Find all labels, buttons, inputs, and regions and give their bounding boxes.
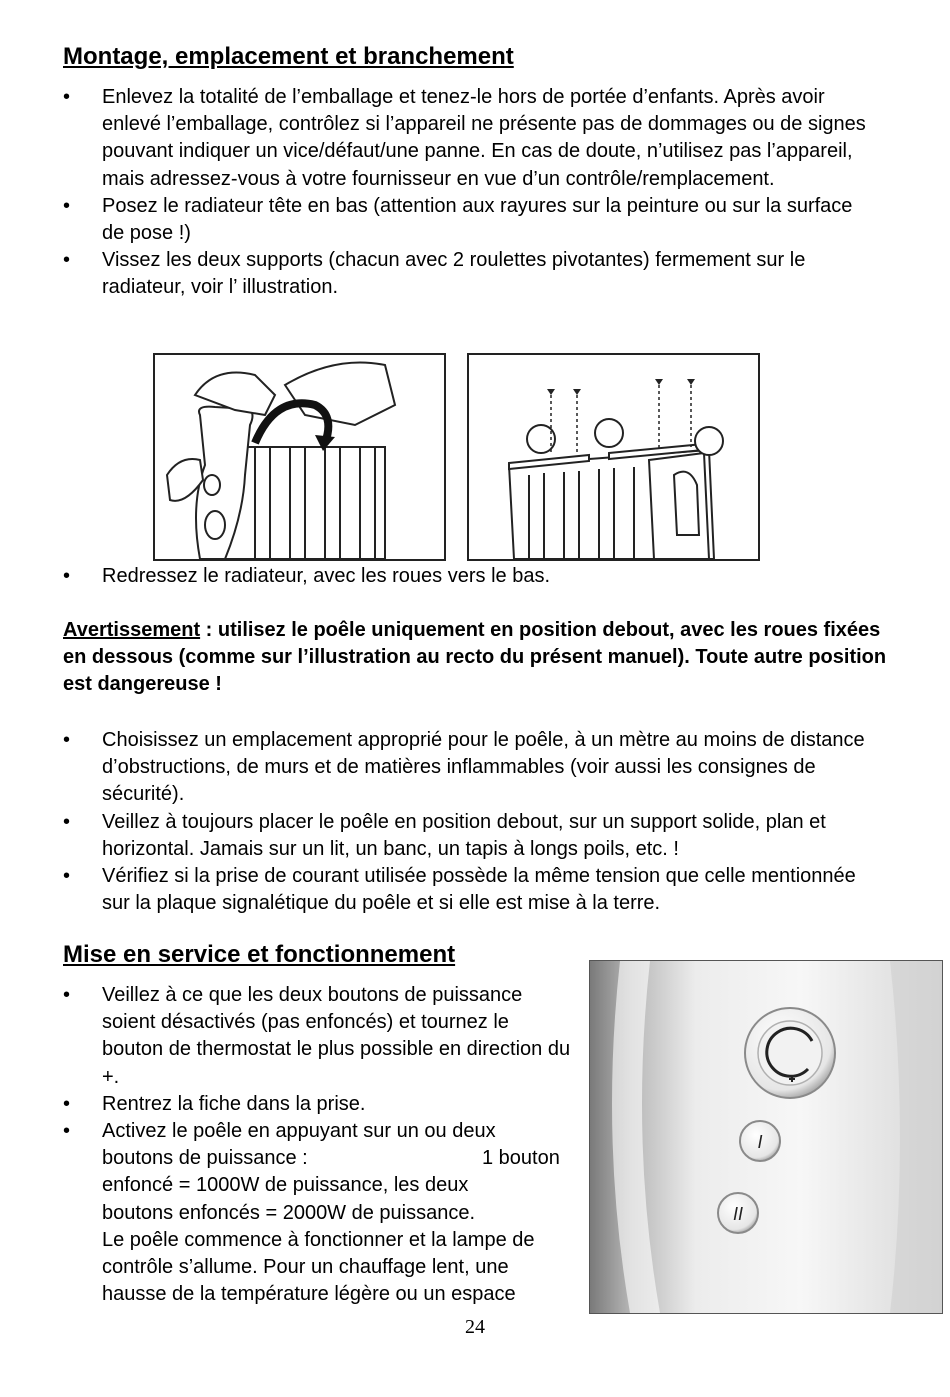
page-number: 24 (465, 1316, 485, 1338)
list-item: • Choisissez un emplacement approprié pour le poêle, à un mètre au moins de distance d’obstructions, de murs et de matières inflammables (voir aussi les consignes de sécurité). (63, 727, 878, 809)
list-item: • Vérifiez si la prise de courant utilisée possède la même tension que celle mentionnée sur la plaque signalétique du poêle et si elle est mise à la terre. (63, 863, 878, 917)
placement-bullet-list (63, 727, 878, 917)
operation-bullet-list (63, 982, 575, 1308)
list-item: • Redressez le radiateur, avec les roues vers le bas. (63, 563, 878, 590)
illustration-mount-wheels (467, 353, 760, 561)
warning-paragraph (63, 617, 893, 698)
warning-label: Avertissement (63, 619, 201, 641)
assembly-bullet-list (63, 84, 878, 302)
line: Le poêle commence à fonctionner et la lampe de (102, 1228, 535, 1251)
control-panel-drawing (590, 961, 942, 1313)
line: contrôle s’allume. Pour un chauffage lent, une (102, 1256, 509, 1279)
warning-text: : utilisez le poêle uniquement en position debout, avec les roues fixées en dessous (comme sur l’illustration au recto du présent manuel). Toute autre position est dangereuse ! (63, 619, 887, 695)
line: Activez le poêle en appuyant sur un ou deux (102, 1120, 496, 1143)
line: 1 bouton (482, 1147, 560, 1170)
list-item: • Posez le radiateur tête en bas (attention aux rayures sur la peinture ou sur la surface de pose !) (63, 193, 878, 247)
radiator-flip-drawing (155, 355, 444, 559)
upright-bullet-list (63, 563, 878, 590)
list-item: • Veillez à toujours placer le poêle en position debout, sur un support solide, plan et horizontal. Jamais sur un lit, un banc, un tapis à longs poils, etc. ! (63, 809, 878, 863)
control-panel-photo (589, 960, 943, 1314)
line: enfoncé = 1000W de puissance, les deux (102, 1174, 469, 1197)
line: boutons enfoncés = 2000W de puissance. (102, 1201, 476, 1224)
list-item (63, 1118, 575, 1308)
illustration-flip-radiator (153, 353, 446, 561)
section-title-mise-en-service: Mise en service et fonctionnement (63, 941, 456, 968)
list-item: • Vissez les deux supports (chacun avec 2 roulettes pivotantes) fermement sur le radiateur, voir l’ illustration. (63, 247, 878, 301)
section-title-montage: Montage, emplacement et branchement (63, 43, 514, 70)
power-button-1-label: I (757, 1132, 763, 1152)
list-item: • Enlevez la totalité de l’emballage et tenez-le hors de portée d’enfants. Après avoir enlevé l’emballage, contrôlez si l’appareil ne présente pas de dommages ou de signes pouvant indiquer un vice/défaut/une panne. En cas de doute, n’utilisez pas l’appareil, mais adressez-vous à votre fournisseur en vue d’un contrôle/remplacement. (63, 84, 878, 193)
wheel-mounting-drawing (469, 355, 758, 559)
power-button-2-label: II (732, 1204, 744, 1224)
list-item: • Rentrez la fiche dans la prise. (63, 1091, 575, 1118)
line: boutons de puissance : (102, 1147, 308, 1170)
list-item: • Veillez à ce que les deux boutons de puissance soient désactivés (pas enfoncés) et tournez le bouton de thermostat le plus possible en direction du +. (63, 982, 575, 1091)
line: hausse de la température légère ou un espace (102, 1283, 516, 1306)
